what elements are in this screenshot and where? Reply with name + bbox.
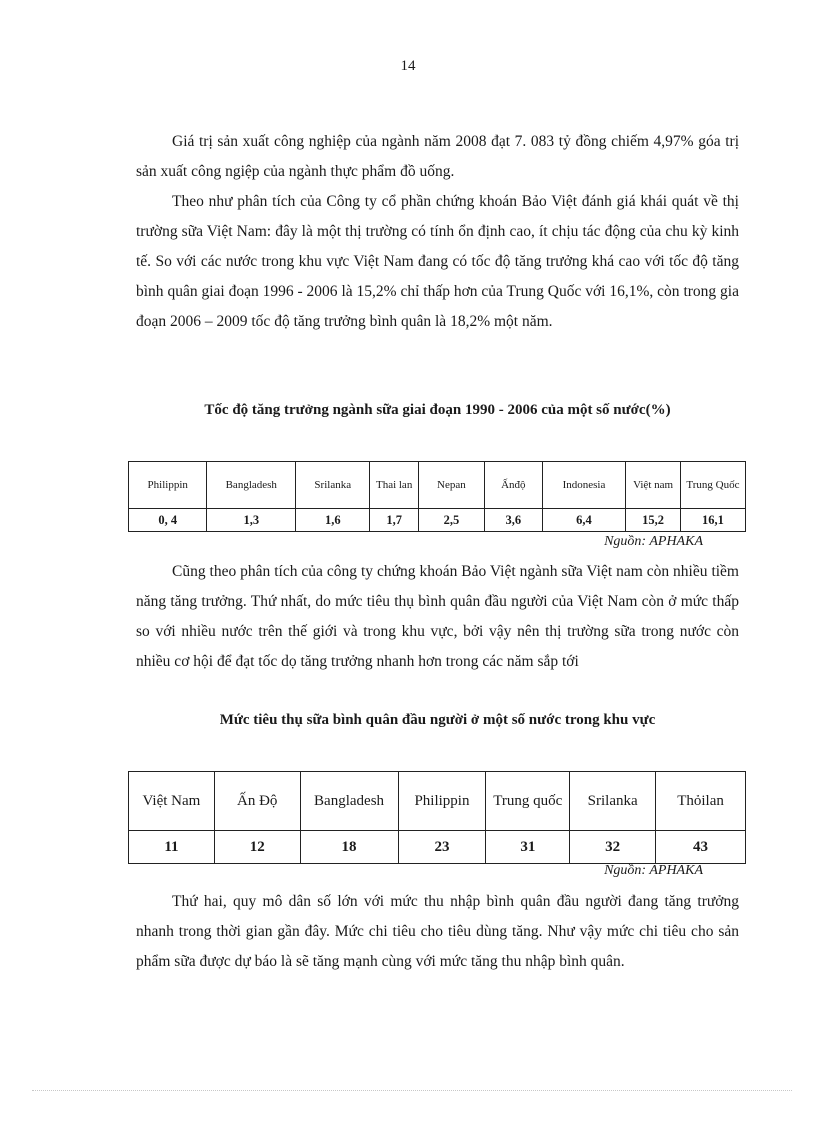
table2-value-cell: 23 (398, 831, 486, 864)
table2-value-cell: 12 (214, 831, 300, 864)
table1-header-cell: Thai lan (370, 462, 418, 509)
table2-header-cell: Việt Nam (129, 772, 215, 831)
page-bottom-border (32, 1090, 792, 1091)
consumption-table (128, 771, 746, 864)
table1-value-row (129, 509, 746, 532)
table1-value-cell: 6,4 (542, 509, 626, 532)
table2-value-cell: 11 (129, 831, 215, 864)
table1-value-cell: 3,6 (484, 509, 542, 532)
paragraph-1: Giá trị sản xuất công nghiệp của ngành năm 2008 đạt 7. 083 tỷ đồng chiếm 4,97% góa trị sản xuất công ngiệp của ngành thực phẩm đồ uống. (136, 133, 739, 180)
table1-value-cell: 1,7 (370, 509, 418, 532)
table2-value-cell: 32 (570, 831, 656, 864)
table1-title: Tốc độ tăng trưởng ngành sữa giai đoạn 1990 - 2006 của một số nước(%) (204, 402, 671, 418)
table1-header-cell: Srilanka (296, 462, 370, 509)
growth-rate-table (128, 461, 746, 532)
table2-value-cell: 18 (300, 831, 398, 864)
table2-header-cell: Philippin (398, 772, 486, 831)
table1-value-cell: 1,6 (296, 509, 370, 532)
table1-header-cell: Trung Quốc (680, 462, 745, 509)
page-number: 14 (400, 58, 416, 74)
table2-header-cell: Ấn Độ (214, 772, 300, 831)
table2-value-cell: 43 (656, 831, 746, 864)
table2-header-cell: Srilanka (570, 772, 656, 831)
table2-value-row (129, 831, 746, 864)
table1-header-cell: Ấnđộ (484, 462, 542, 509)
table1-value-cell: 0, 4 (129, 509, 207, 532)
table2-header-row (129, 772, 746, 831)
table2-title: Mức tiêu thụ sữa bình quân đầu người ở một số nước trong khu vực (219, 712, 656, 728)
table1-header-cell: Bangladesh (207, 462, 296, 509)
paragraph-2: Theo như phân tích của Công ty cổ phần chứng khoán Bảo Việt đánh giá khái quát về thị trường sữa Việt Nam: đây là một thị trường có tính ổn định cao, ít chịu tác động của chu kỳ kinh tế. So với các nước trong khu vực Việt Nam đang có tốc độ tăng trưởng khá cao với tốc độ tăng bình quân giai đoạn 1996 - 2006 là 15,2% chỉ thấp hơn của Trung Quốc với 16,1%, còn trong gia đoạn 2006 – 2009 tốc độ tăng trưởng bình quân là 18,2% một năm. (136, 193, 739, 330)
table1-value-cell: 2,5 (418, 509, 484, 532)
table1-header-cell: Việt nam (626, 462, 681, 509)
table1-value-cell: 15,2 (626, 509, 681, 532)
table2-value-cell: 31 (486, 831, 570, 864)
table2-source: Nguồn: APHAKA (604, 863, 703, 878)
table1-header-cell: Philippin (129, 462, 207, 509)
paragraph-3: Cũng theo phân tích của công ty chứng khoán Bảo Việt ngành sữa Việt nam còn nhiều tiềm năng tăng trưởng. Thứ nhất, do mức tiêu thụ bình quân đầu người của Việt Nam còn ở mức thấp so với nhiều nước trên thế giới và trong khu vực, bởi vậy nên thị trường sữa trong nước còn nhiều cơ hội để đạt tốc dọ tăng trưởng nhanh hơn trong các năm sắp tới (136, 563, 739, 670)
table1-header-cell: Indonesia (542, 462, 626, 509)
table1-header-cell: Nepan (418, 462, 484, 509)
table1-header-row (129, 462, 746, 509)
table1-source: Nguồn: APHAKA (604, 534, 703, 549)
table2-header-cell: Thỏilan (656, 772, 746, 831)
table1-value-cell: 1,3 (207, 509, 296, 532)
table2-header-cell: Bangladesh (300, 772, 398, 831)
table2-header-cell: Trung quốc (486, 772, 570, 831)
table1-value-cell: 16,1 (680, 509, 745, 532)
paragraph-4: Thứ hai, quy mô dân số lớn với mức thu nhập bình quân đầu người đang tăng trưởng nhanh trong thời gian gần đây. Mức chi tiêu cho tiêu dùng tăng. Như vậy mức chi tiêu cho sản phẩm sữa được dự báo là sẽ tăng mạnh cùng với mức tăng thu nhập bình quân. (136, 893, 739, 970)
